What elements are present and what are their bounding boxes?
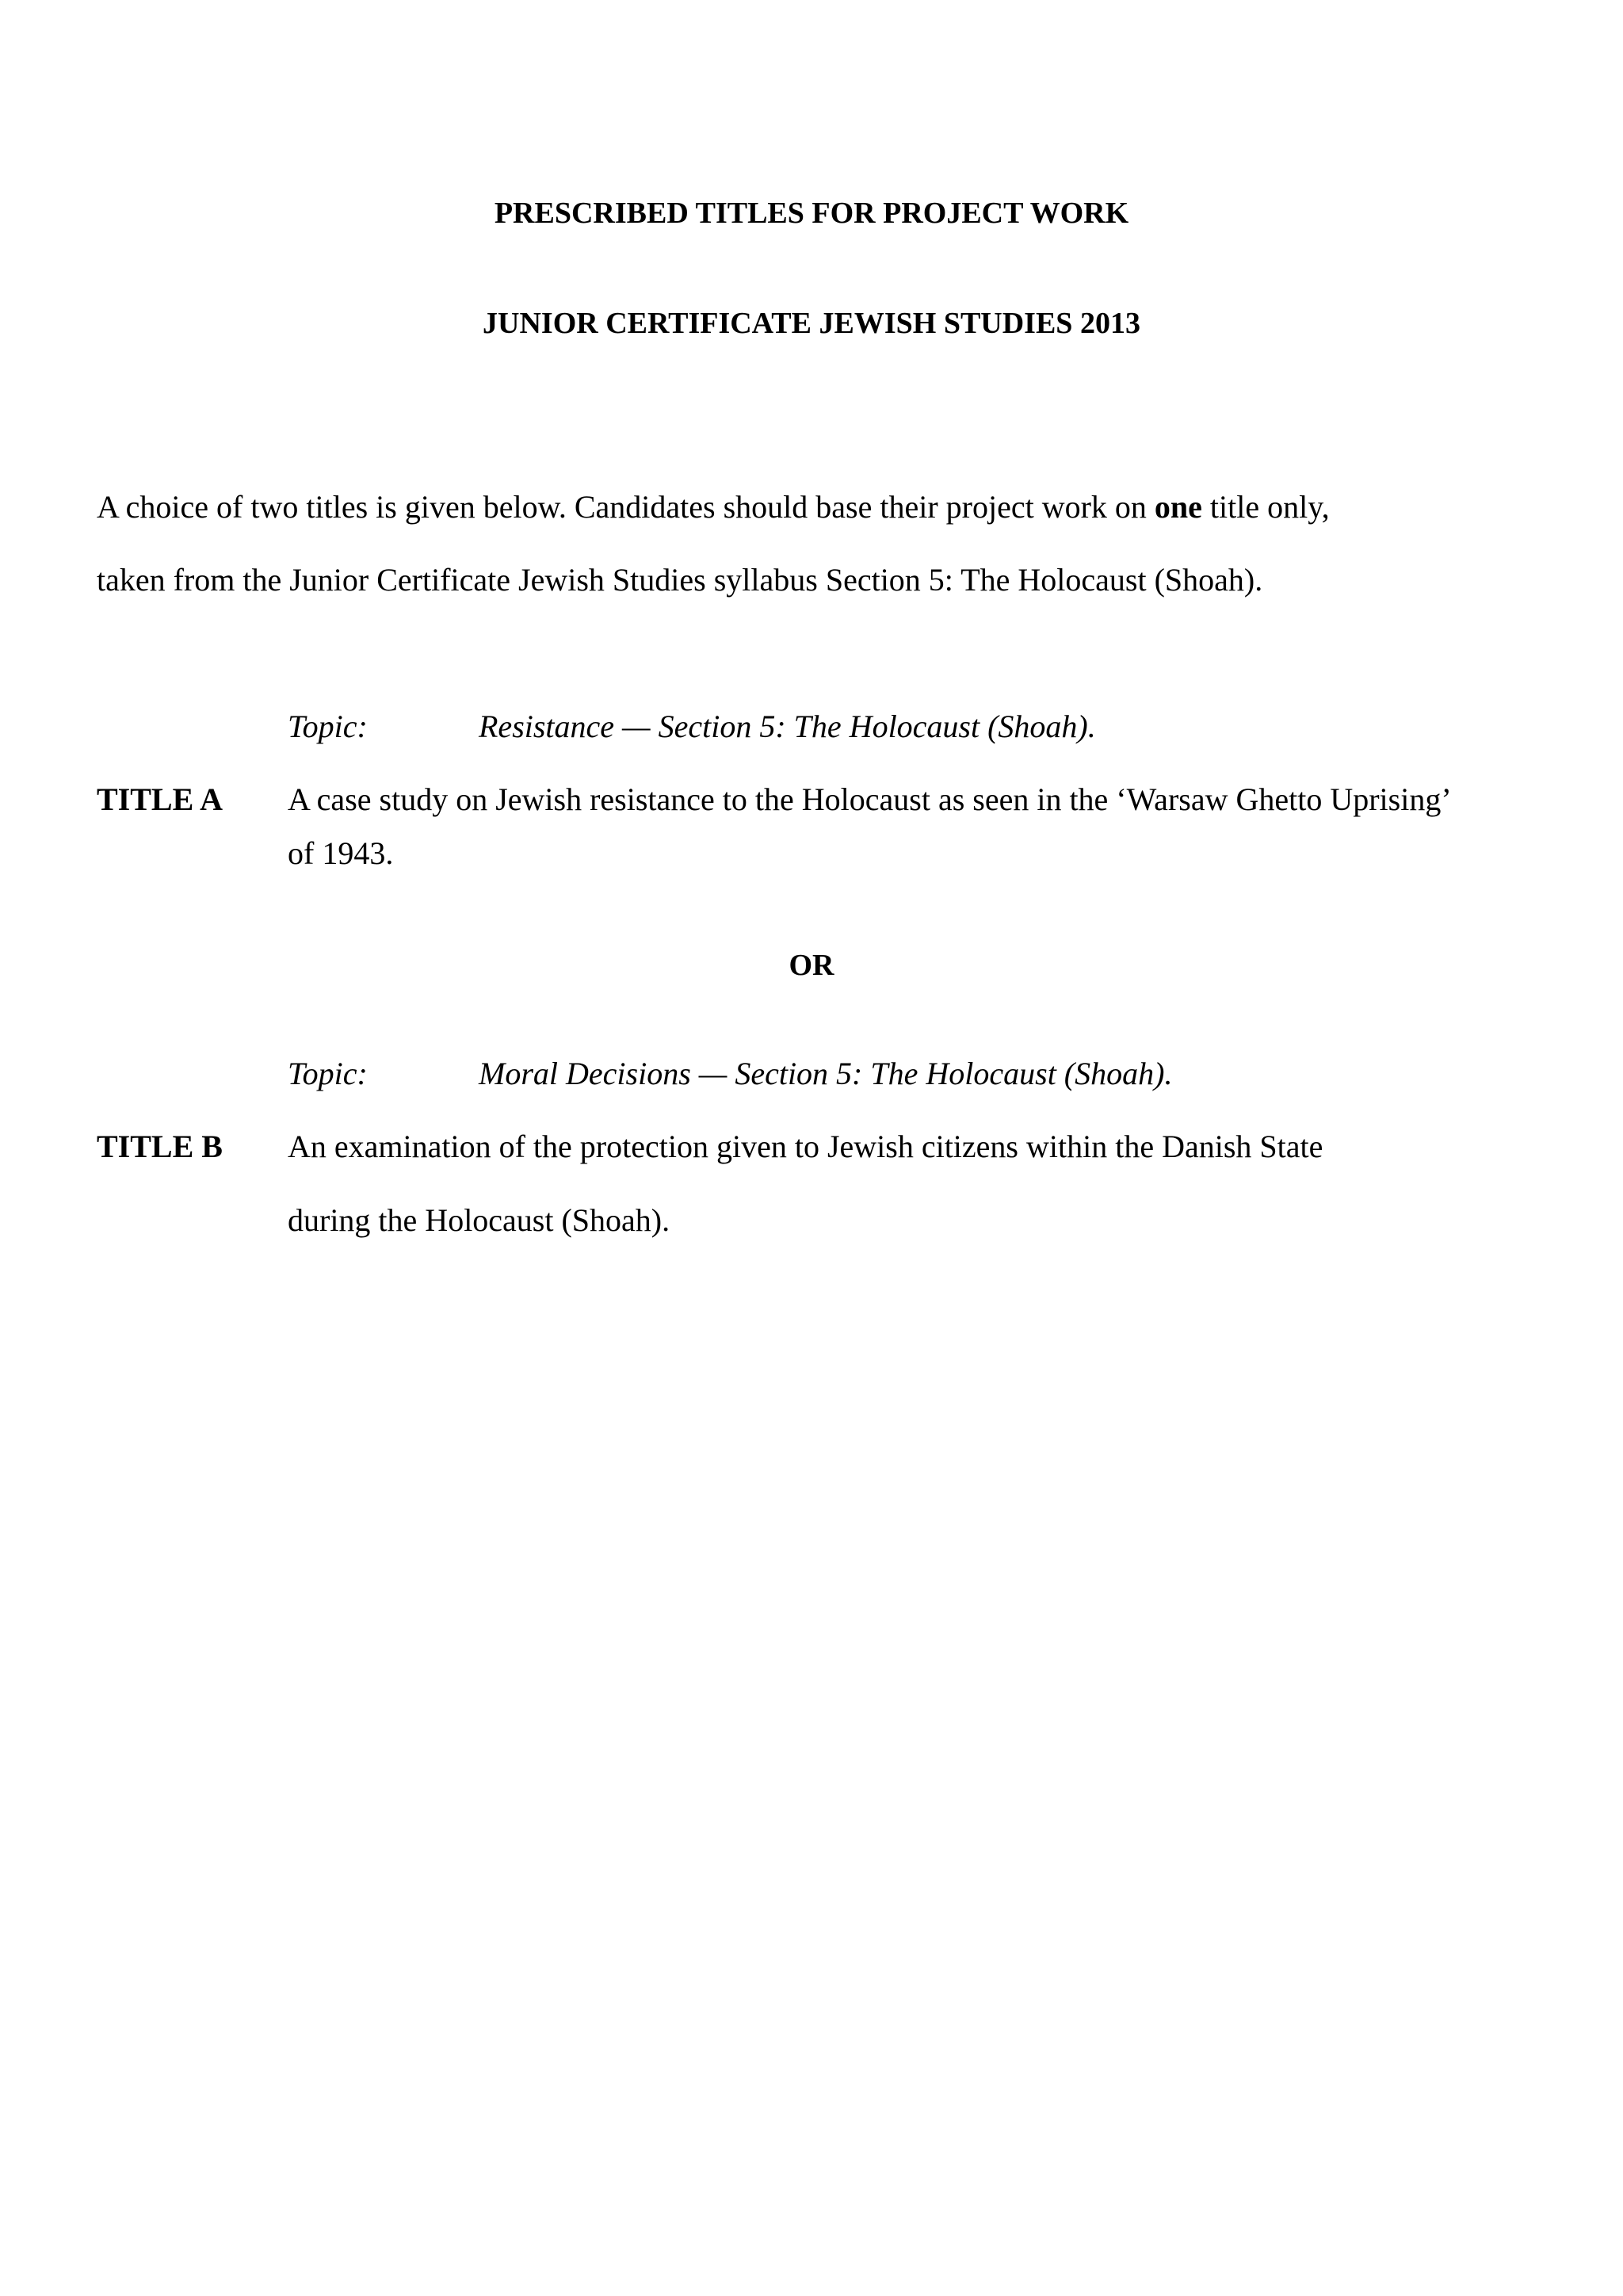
or-separator: OR: [789, 949, 834, 982]
title-b-topic-key: Topic:: [288, 1056, 368, 1091]
title-a-label: TITLE A: [97, 781, 223, 817]
title-a-text-line-1: A case study on Jewish resistance to the Holocaust as seen in the ‘Warsaw Ghetto Uprising’: [288, 781, 1452, 817]
title-b-text-line-2: during the Holocaust (Shoah).: [288, 1202, 670, 1238]
document-title: PRESCRIBED TITLES FOR PROJECT WORK: [494, 197, 1129, 230]
title-b-topic-value: Moral Decisions — Section 5: The Holocaust (Shoah).: [479, 1056, 1173, 1091]
intro-line-2: taken from the Junior Certificate Jewish Studies syllabus Section 5: The Holocaust (Shoah).: [97, 562, 1263, 598]
document-subtitle: JUNIOR CERTIFICATE JEWISH STUDIES 2013: [483, 307, 1140, 340]
title-a-topic-value: Resistance — Section 5: The Holocaust (Shoah).: [479, 709, 1096, 744]
intro-text-before: A choice of two titles is given below. Candidates should base their project work on: [97, 489, 1155, 525]
intro-text-after: title only,: [1201, 489, 1330, 525]
title-a-text-line-2: of 1943.: [288, 835, 394, 871]
title-a-topic-key: Topic:: [288, 709, 368, 744]
title-b-label: TITLE B: [97, 1129, 223, 1164]
intro-line-1: [97, 487, 1330, 527]
title-b-text-line-1: An examination of the protection given to Jewish citizens within the Danish State: [288, 1129, 1323, 1164]
intro-emphasis: one: [1154, 489, 1202, 525]
